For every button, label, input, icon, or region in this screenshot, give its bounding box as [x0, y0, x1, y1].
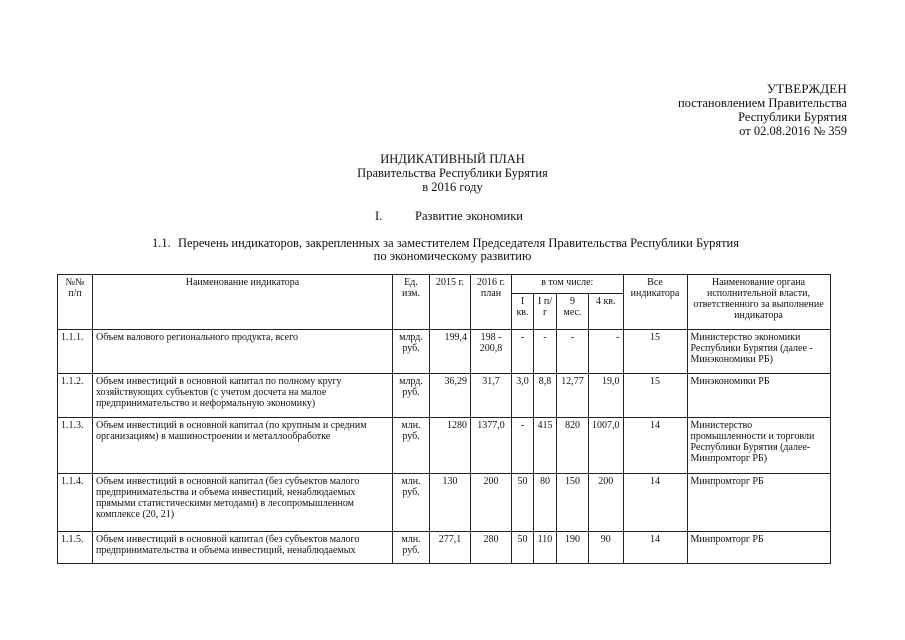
row-2015: 36,29: [430, 374, 471, 418]
subsection-text-line-2: по экономическому развитию: [373, 249, 532, 263]
approval-line-3: от 02.08.2016 № 359: [739, 124, 847, 138]
row-num: 1.1.2.: [58, 374, 93, 418]
row-h1: 110: [534, 532, 557, 564]
row-unit: млн. руб.: [393, 532, 430, 564]
row-total: 15: [623, 374, 687, 418]
row-2015: 1280: [430, 418, 471, 474]
header-org: Наименование органа исполнительной власти, ответственного за выполнение индикатора: [687, 275, 830, 330]
row-name: Объем инвестиций в основной капитал (по крупным и средним организациям) в машиностроении и металлообработке: [93, 418, 393, 474]
indicators-table: [57, 274, 831, 564]
header-num: №№ п/п: [58, 275, 93, 330]
row-total: 14: [623, 418, 687, 474]
row-plan: 31,7: [471, 374, 512, 418]
document-title: [0, 152, 905, 194]
header-plan-2016: 2016 г. план: [471, 275, 512, 330]
row-org: Министерство экономики Республики Бурятия (далее - Минэкономики РБ): [687, 330, 830, 374]
header-q1: I кв.: [512, 294, 534, 330]
row-9m: -: [557, 330, 589, 374]
row-num: 1.1.3.: [58, 418, 93, 474]
row-plan: 280: [471, 532, 512, 564]
header-including: в том числе:: [512, 275, 624, 294]
row-q1: 50: [512, 474, 534, 532]
row-9m: 150: [557, 474, 589, 532]
row-q1: 50: [512, 532, 534, 564]
row-q4: 200: [589, 474, 624, 532]
row-unit: млн. руб.: [393, 418, 430, 474]
header-unit: Ед. изм.: [393, 275, 430, 330]
row-9m: 190: [557, 532, 589, 564]
row-unit: млн. руб.: [393, 474, 430, 532]
subsection-text-line-1: Перечень индикаторов, закрепленных за заместителем Председателя Правительства Республики Бурятия: [178, 236, 739, 250]
title-line-2: Правительства Республики Бурятия: [357, 166, 548, 180]
row-name: Объем валового регионального продукта, всего: [93, 330, 393, 374]
row-9m: 12,77: [557, 374, 589, 418]
row-plan: 200: [471, 474, 512, 532]
table-row: [58, 418, 831, 474]
row-num: 1.1.5.: [58, 532, 93, 564]
table-row: [58, 474, 831, 532]
approval-line-2: Республики Бурятия: [738, 110, 847, 124]
row-total: 14: [623, 474, 687, 532]
approval-heading: УТВЕРЖДЕН: [766, 81, 847, 96]
section-number: I.: [375, 209, 383, 223]
row-q1: -: [512, 330, 534, 374]
row-h1: 80: [534, 474, 557, 532]
row-2015: 277,1: [430, 532, 471, 564]
subsection-number: 1.1.: [152, 236, 171, 250]
row-org: Минпромторг РБ: [687, 474, 830, 532]
row-unit: млрд. руб.: [393, 330, 430, 374]
header-name: Наименование индикатора: [93, 275, 393, 330]
row-q4: 1007,0: [589, 418, 624, 474]
row-q4: 19,0: [589, 374, 624, 418]
row-name: Объем инвестиций в основной капитал (без субъектов малого предпринимательства и объема инвестиций, ненаблюдаемых прямыми статистическими методами) в лесопромышленном комплексе (20, 21): [93, 474, 393, 532]
header-h1: I п/г: [534, 294, 557, 330]
row-h1: 8,8: [534, 374, 557, 418]
row-q1: -: [512, 418, 534, 474]
table-row: [58, 374, 831, 418]
section-text: Развитие экономики: [415, 209, 523, 223]
approval-line-1: постановлением Правительства: [677, 96, 847, 110]
row-q4: -: [589, 330, 624, 374]
approval-block: [678, 82, 847, 138]
row-plan: 1377,0: [471, 418, 512, 474]
row-total: 14: [623, 532, 687, 564]
row-num: 1.1.1.: [58, 330, 93, 374]
row-total: 15: [623, 330, 687, 374]
header-q4: 4 кв.: [589, 294, 624, 330]
row-num: 1.1.4.: [58, 474, 93, 532]
row-h1: -: [534, 330, 557, 374]
title-line-3: в 2016 году: [422, 180, 483, 194]
row-2015: 199,4: [430, 330, 471, 374]
row-h1: 415: [534, 418, 557, 474]
header-2015: 2015 г.: [430, 275, 471, 330]
row-org: Министерство промышленности и торговли Республики Бурятия (далее- Минпромторг РБ): [687, 418, 830, 474]
table-row: [58, 532, 831, 564]
row-q1: 3,0: [512, 374, 534, 418]
title-line-1: ИНДИКАТИВНЫЙ ПЛАН: [380, 152, 525, 166]
header-total: Все индикатора: [623, 275, 687, 330]
table-row: [58, 330, 831, 374]
row-name: Объем инвестиций в основной капитал по полному кругу хозяйствующих субъектов (с учетом досчета на малое предпринимательство и неформальную экономику): [93, 374, 393, 418]
row-unit: млрд. руб.: [393, 374, 430, 418]
row-org: Минэкономики РБ: [687, 374, 830, 418]
row-name: Объем инвестиций в основной капитал (без субъектов малого предпринимательства и объема инвестиций, ненаблюдаемых: [93, 532, 393, 564]
row-9m: 820: [557, 418, 589, 474]
row-2015: 130: [430, 474, 471, 532]
row-org: Минпромторг РБ: [687, 532, 830, 564]
row-plan: 198 - 200,8: [471, 330, 512, 374]
row-q4: 90: [589, 532, 624, 564]
header-9m: 9 мес.: [557, 294, 589, 330]
